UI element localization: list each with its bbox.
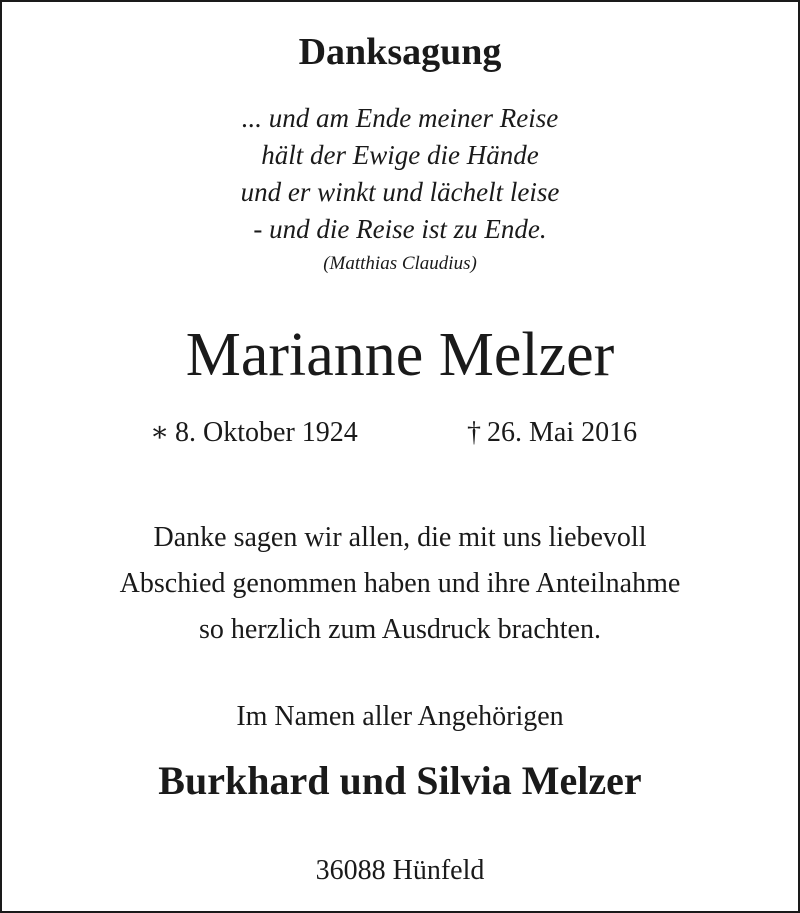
poem-line: - und die Reise ist zu Ende. xyxy=(253,214,547,244)
death-date xyxy=(467,415,637,451)
life-dates xyxy=(2,415,798,451)
birth-star-icon: ∗ xyxy=(150,417,170,448)
signer-names: Burkhard und Silvia Melzer xyxy=(158,758,642,803)
notice-heading: Danksagung xyxy=(298,31,502,73)
poem-line: hält der Ewige die Hände xyxy=(261,140,539,170)
poem-attribution: (Matthias Claudius) xyxy=(323,253,477,274)
thanks-line: Abschied genommen haben und ihre Anteilnahme xyxy=(119,568,681,599)
thanks-line: so herzlich zum Ausdruck brachten. xyxy=(199,614,601,645)
deceased-name: Marianne Melzer xyxy=(185,321,615,389)
on-behalf-text: Im Namen aller Angehörigen xyxy=(236,701,564,732)
birth-date-text: 8. Oktober 1924 xyxy=(175,417,358,448)
poem-line: und er winkt und lächelt leise xyxy=(240,177,560,207)
poem-quote xyxy=(2,100,798,248)
location-text: 36088 Hünfeld xyxy=(315,855,485,886)
thanks-line: Danke sagen wir allen, die mit uns liebevoll xyxy=(153,522,647,553)
poem-line: ... und am Ende meiner Reise xyxy=(241,103,559,133)
death-cross-icon: † xyxy=(467,417,481,448)
thanks-message xyxy=(2,515,798,653)
death-date-text: 26. Mai 2016 xyxy=(487,417,638,448)
birth-date xyxy=(150,415,358,451)
